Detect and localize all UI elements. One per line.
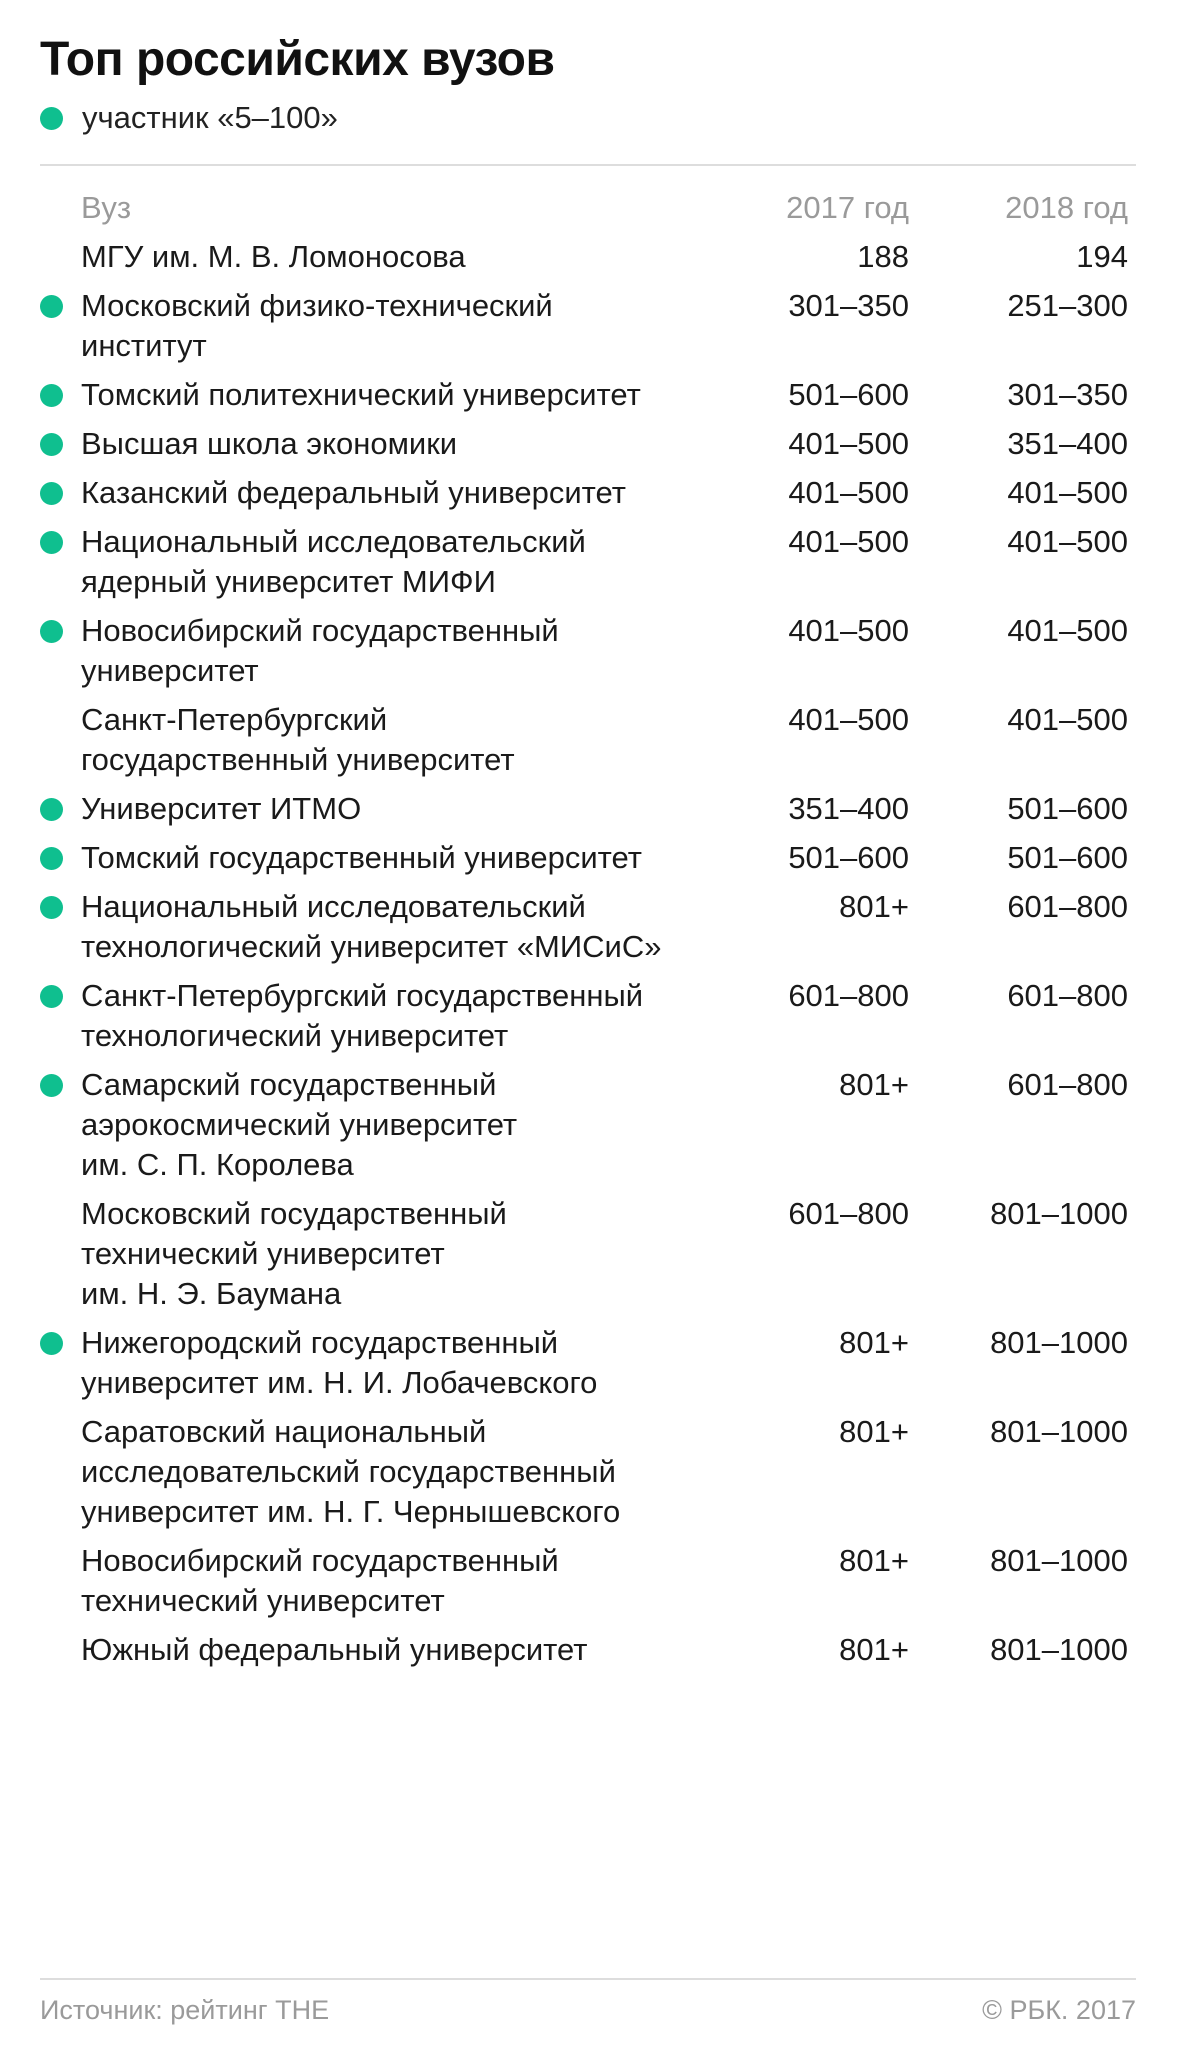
university-name-line: Санкт-Петербургский [81,702,388,737]
rank-2017: 601–800 [788,978,909,1013]
rank-2017: 188 [857,239,909,274]
table-row [0,1323,1180,1403]
table-row [0,1412,1180,1532]
university-name [81,473,721,513]
rank-2017: 401–500 [788,475,909,510]
university-name-line: аэрокосмический университет [81,1107,518,1142]
university-name-line: Университет ИТМО [81,791,362,826]
rank-2018: 401–500 [1007,524,1128,559]
rank-2018: 801–1000 [990,1196,1128,1231]
table-row [0,286,1180,366]
rank-2018: 501–600 [1007,840,1128,875]
table-row [0,887,1180,967]
rank-2017: 301–350 [788,288,909,323]
university-name [81,1541,721,1621]
rank-2017: 601–800 [788,1196,909,1231]
rank-2018: 251–300 [1007,288,1128,323]
university-name-line: Нижегородский государственный [81,1325,559,1360]
rank-2017: 801+ [839,1067,909,1102]
rank-2017: 401–500 [788,613,909,648]
university-name-line: ядерный университет МИФИ [81,564,496,599]
university-name-line: им. Н. Э. Баумана [81,1276,342,1311]
member-5-100-marker-icon [40,531,63,554]
university-name-line: Новосибирский государственный [81,613,559,648]
university-name-line: Казанский федеральный университет [81,475,626,510]
university-name [81,1412,721,1532]
university-name-line: университет им. Н. Г. Чернышевского [81,1494,621,1529]
university-name-line: университет им. Н. И. Лобачевского [81,1365,598,1400]
university-name [81,237,721,277]
rank-2018: 601–800 [1007,889,1128,924]
rank-2018: 601–800 [1007,978,1128,1013]
member-5-100-marker-icon [40,985,63,1008]
rank-2018: 301–350 [1007,377,1128,412]
table-row [0,1630,1180,1670]
rank-2018: 351–400 [1007,426,1128,461]
university-name-line: исследовательский государственный [81,1454,616,1489]
table-row [0,611,1180,691]
member-5-100-marker-icon [40,433,63,456]
rank-2017: 801+ [839,1414,909,1449]
table-row [0,700,1180,780]
rank-2017: 801+ [839,889,909,924]
chart-title: Топ российских вузов [40,33,555,86]
rank-2018: 601–800 [1007,1067,1128,1102]
member-5-100-marker-icon [40,384,63,407]
rank-2018: 501–600 [1007,791,1128,826]
university-name-line: МГУ им. М. В. Ломоносова [81,239,466,274]
copyright-note: © РБК. 2017 [982,1995,1136,2025]
source-note: Источник: рейтинг THE [40,1995,330,2025]
member-5-100-marker-icon [40,1074,63,1097]
column-header-university: Вуз [81,190,132,225]
university-name-line: Саратовский национальный [81,1414,487,1449]
university-name-line: Национальный исследовательский [81,889,586,924]
university-name-line: Санкт-Петербургский государственный [81,978,644,1013]
table-row [0,789,1180,829]
university-name-line: институт [81,328,207,363]
table-row [0,838,1180,878]
rank-2017: 801+ [839,1632,909,1667]
rank-2018: 401–500 [1007,613,1128,648]
table-row [0,522,1180,602]
rank-2017: 501–600 [788,377,909,412]
university-name-line: Новосибирский государственный [81,1543,559,1578]
university-name-line: технологический университет «МИСиС» [81,929,662,964]
university-name [81,838,721,878]
rank-2017: 401–500 [788,702,909,737]
university-name-line: Высшая школа экономики [81,426,458,461]
member-5-100-marker-icon [40,1332,63,1355]
column-header-2018: 2018 год [1005,190,1128,225]
university-name-line: технический университет [81,1583,445,1618]
table-row [0,1065,1180,1185]
table-row [0,1194,1180,1314]
university-name [81,1194,721,1314]
university-name [81,1323,721,1403]
rank-2017: 351–400 [788,791,909,826]
legend-marker-icon [40,107,63,130]
university-name-line: государственный университет [81,742,515,777]
table-row [0,375,1180,415]
table-row [0,473,1180,513]
bottom-divider [40,1978,1136,1980]
member-5-100-marker-icon [40,620,63,643]
rank-2017: 501–600 [788,840,909,875]
rank-2018: 194 [1076,239,1128,274]
rank-2017: 801+ [839,1325,909,1360]
legend-label: участник «5–100» [82,100,338,135]
university-name [81,789,721,829]
rank-2018: 801–1000 [990,1414,1128,1449]
legend [40,98,338,138]
university-name [81,887,721,967]
university-name-line: Южный федеральный университет [81,1632,588,1667]
rank-2018: 801–1000 [990,1632,1128,1667]
member-5-100-marker-icon [40,295,63,318]
university-name [81,700,721,780]
table-row [0,1541,1180,1621]
university-name-line: Самарский государственный [81,1067,497,1102]
table-row [0,976,1180,1056]
rank-2017: 801+ [839,1543,909,1578]
top-divider [40,164,1136,166]
university-name [81,611,721,691]
university-name [81,1630,721,1670]
member-5-100-marker-icon [40,847,63,870]
university-name-line: Национальный исследовательский [81,524,586,559]
university-name [81,976,721,1056]
table-row [0,237,1180,277]
university-name-line: Томский государственный университет [81,840,642,875]
member-5-100-marker-icon [40,482,63,505]
university-name [81,424,721,464]
table-row [0,424,1180,464]
university-name [81,522,721,602]
member-5-100-marker-icon [40,896,63,919]
rank-2017: 401–500 [788,426,909,461]
university-name-line: им. С. П. Королева [81,1147,354,1182]
university-name-line: технологический университет [81,1018,509,1053]
university-name [81,375,721,415]
university-name-line: университет [81,653,259,688]
column-header-2017: 2017 год [786,190,909,225]
rank-2017: 401–500 [788,524,909,559]
ranking-table [0,188,1180,1679]
university-name [81,286,721,366]
table-header-row [0,188,1180,228]
rank-2018: 801–1000 [990,1543,1128,1578]
rank-2018: 401–500 [1007,702,1128,737]
university-name [81,1065,721,1185]
rank-2018: 401–500 [1007,475,1128,510]
university-name-line: Московский физико-технический [81,288,553,323]
university-name-line: Московский государственный [81,1196,507,1231]
university-name-line: технический университет [81,1236,445,1271]
rank-2018: 801–1000 [990,1325,1128,1360]
university-name-line: Томский политехнический университет [81,377,641,412]
member-5-100-marker-icon [40,798,63,821]
